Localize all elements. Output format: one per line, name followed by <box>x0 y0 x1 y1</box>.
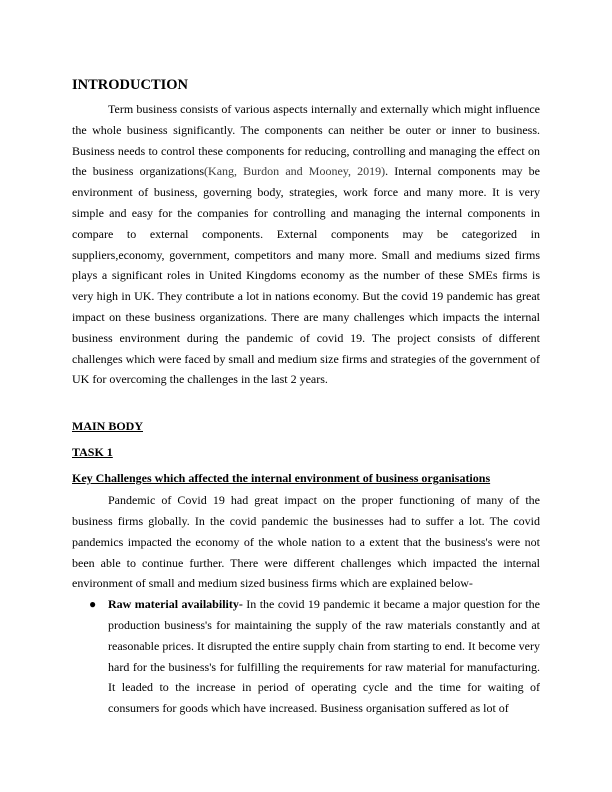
intro-text-1: Term business consists of various aspects internally and externally which might influence the whole business significantly. The components can neither be outer or inner to business. Business needs to control these components for reducing, controlling and managing the effect on the business organizations <box>72 102 540 179</box>
bullet-icon: ● <box>89 597 97 612</box>
bullet-lead: Raw material availability- <box>108 597 243 612</box>
main-body-heading: MAIN BODY <box>72 419 143 434</box>
intro-citation: (Kang, Burdon and Mooney, 2019) <box>204 164 386 179</box>
list-item <box>72 594 540 719</box>
task-heading: TASK 1 <box>72 445 113 460</box>
challenge-list <box>72 594 540 719</box>
key-challenges-heading: Key Challenges which affected the internal environment of business organisations <box>72 471 491 486</box>
intro-paragraph <box>72 99 540 390</box>
main-paragraph: Pandemic of Covid 19 had great impact on the proper functioning of many of the business firms globally. In the covid pandemic the businesses had to suffer a lot. The covid pandemics impacted the economy of the whole nation to a extent that the business's were not been able to continue further. There were different challenges which impacted the internal environment of small and medium sized business firms which are explained below- <box>72 493 540 591</box>
bullet-text: In the covid 19 pandemic it became a major question for the production business's for maintaining the supply of the raw materials constantly and at reasonable prices. It disrupted the entire supply chain from starting to end. It become very hard for the business's for fulfilling the requirements for raw material for manufacturing. It leaded to the increase in period of operating cycle and the time for waiting of consumers for goods which have increased. Business organisation suffered as lot of <box>108 597 540 716</box>
section-gap <box>72 390 540 416</box>
intro-text-2: . Internal components may be environment of business, governing body, strategies, work force and many more. It is very simple and easy for the companies for controlling and managing the internal components in compare to external components. External components may be categorized in suppliers,economy, government, competitors and many more. Small and mediums sized firms plays a significant roles in United Kingdoms economy as the number of these SMEs firms is very high in UK. They contribute a lot in nations economy. But the covid 19 pandemic has great impact on these business organizations. There are many challenges which impacts the internal business environment during the pandemic of covid 19. The project consists of different challenges which were faced by small and medium size firms and strategies of the government of UK for overcoming the challenges in the last 2 years. <box>72 164 540 387</box>
intro-heading: INTRODUCTION <box>72 77 189 93</box>
